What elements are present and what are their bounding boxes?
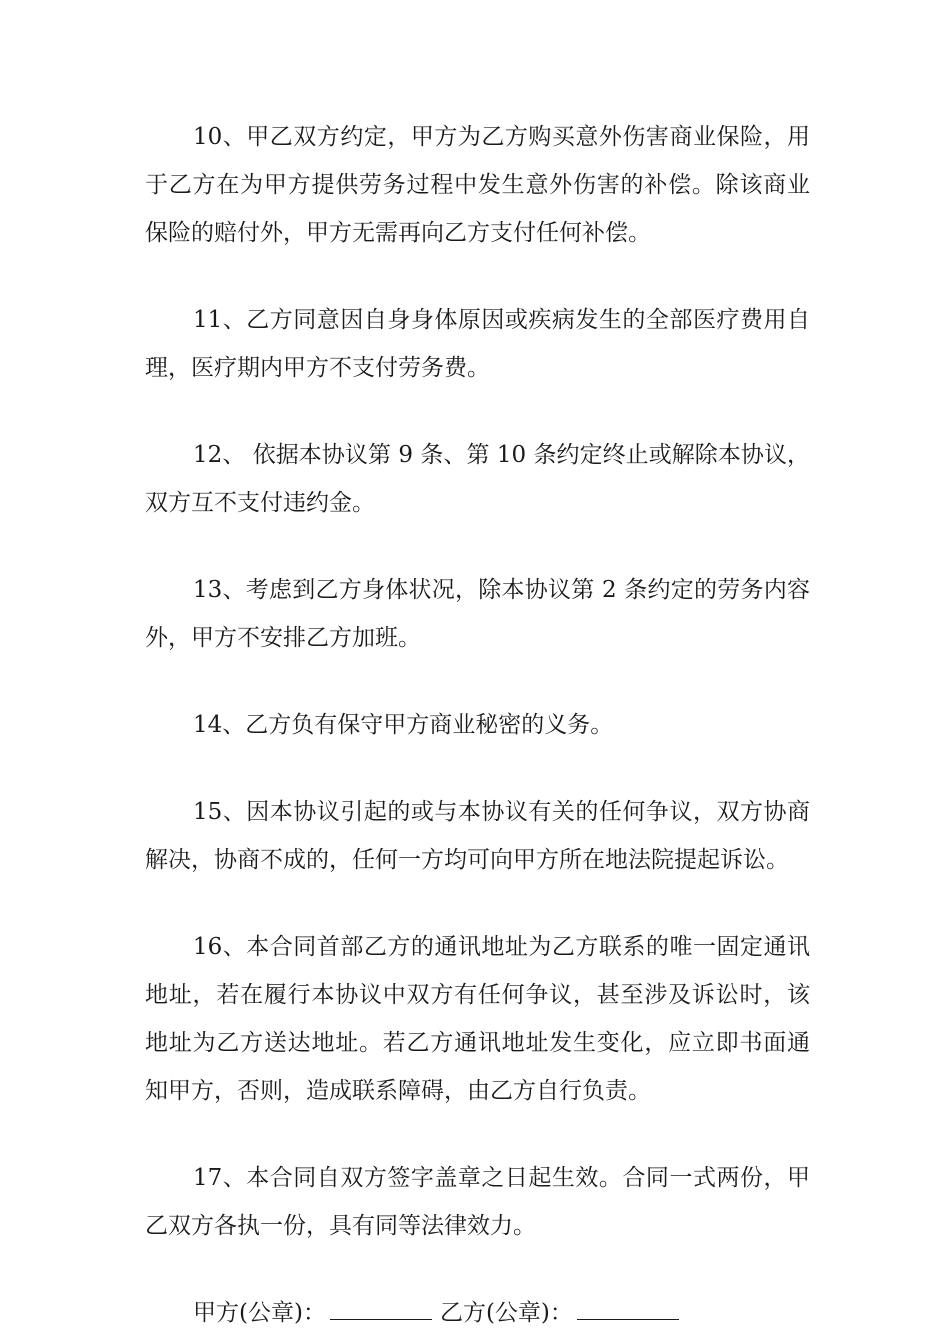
clause-text: 11、乙方同意因自身身体原因或疾病发生的全部医疗费用自理，医疗期内甲方不支付劳务费。	[145, 307, 810, 381]
signature-line	[145, 1289, 810, 1337]
clause-15	[145, 788, 810, 884]
clause-text: 14、乙方负有保守甲方商业秘密的义务。	[193, 712, 614, 738]
clause-16	[145, 923, 810, 1115]
clause-text: 15、因本协议引起的或与本协议有关的任何争议，双方协商解决，协商不成的，任何一方均可向甲方所在地法院提起诉讼。	[145, 799, 810, 873]
party-a-label: 甲方(公章)：	[193, 1300, 326, 1326]
clause-14	[145, 701, 810, 749]
party-b-signature-blank	[577, 1301, 679, 1320]
party-b-label: 乙方(公章)：	[439, 1300, 573, 1326]
clause-text: 10、甲乙双方约定，甲方为乙方购买意外伤害商业保险，用于乙方在为甲方提供劳务过程中发生意外伤害的补偿。除该商业保险的赔付外，甲方无需再向乙方支付任何补偿。	[145, 124, 810, 246]
clause-10	[145, 113, 810, 257]
clause-text: 12、 依据本协议第 9 条、第 10 条约定终止或解除本协议，双方互不支付违约金。	[145, 442, 810, 516]
clause-12	[145, 431, 810, 527]
clause-13	[145, 566, 810, 662]
clause-11	[145, 296, 810, 392]
document-body	[145, 113, 810, 1337]
clause-text: 13、考虑到乙方身体状况，除本协议第 2 条约定的劳务内容外，甲方不安排乙方加班。	[145, 577, 810, 651]
clause-text: 17、本合同自双方签字盖章之日起生效。合同一式两份，甲乙双方各执一份，具有同等法律效力。	[145, 1165, 810, 1239]
party-a-signature-blank	[330, 1301, 432, 1320]
clause-text: 16、本合同首部乙方的通讯地址为乙方联系的唯一固定通讯地址，若在履行本协议中双方有任何争议，甚至涉及诉讼时，该地址为乙方送达地址。若乙方通讯地址发生变化，应立即书面通知甲方，否则，造成联系障碍，由乙方自行负责。	[145, 934, 810, 1104]
clause-17	[145, 1154, 810, 1250]
